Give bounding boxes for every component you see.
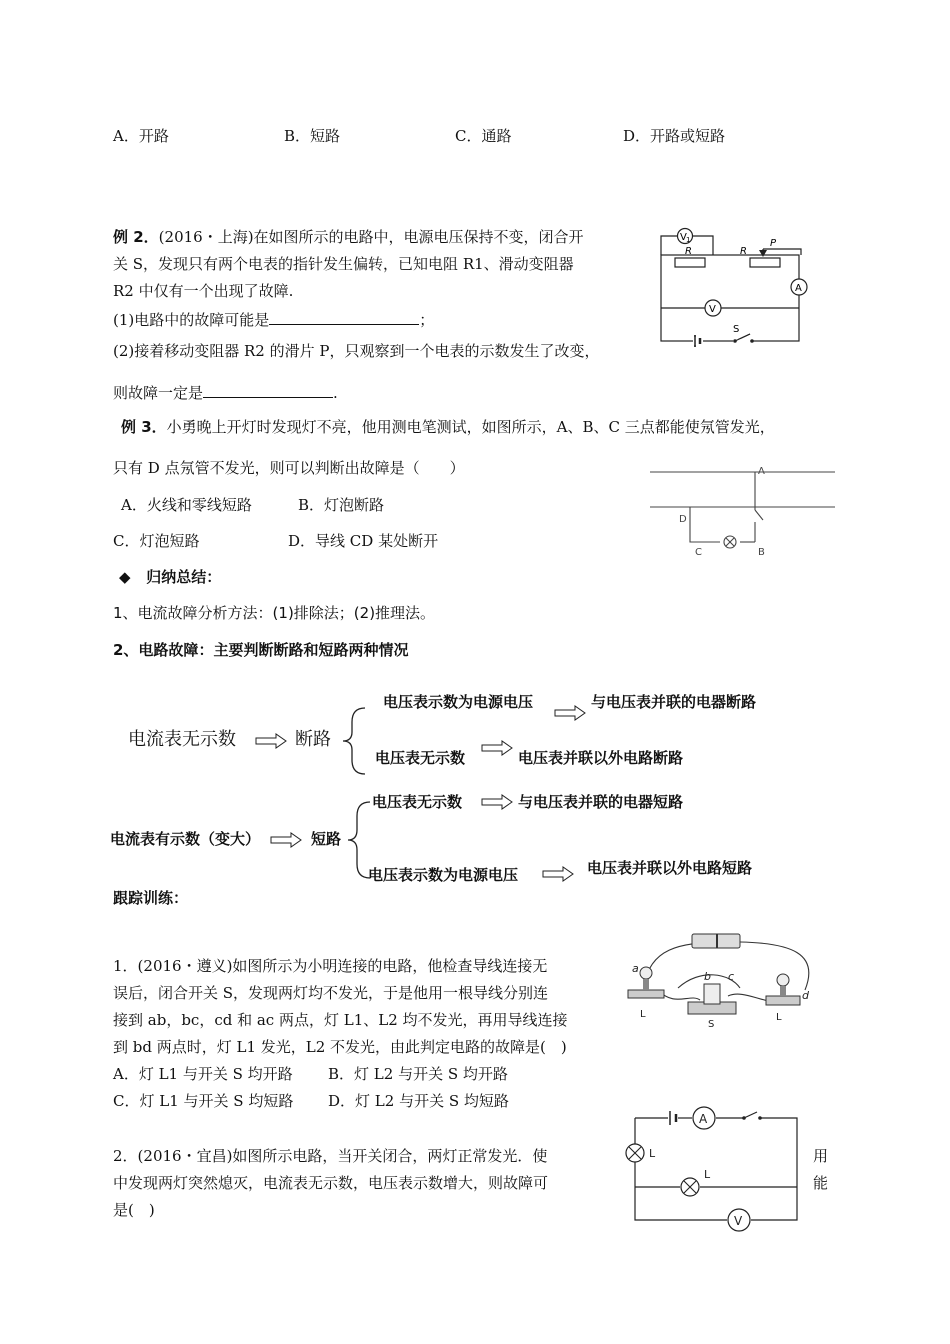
practice-1-option-d: D．灯 L2 与开关 S 均短路: [328, 1092, 509, 1110]
arrow-b-top: [482, 795, 512, 809]
brace-b: [348, 802, 370, 878]
brace-a: [343, 708, 365, 774]
l2-label: L: [704, 1168, 711, 1181]
flow-a-source: 电流表无示数: [128, 729, 236, 750]
r2-label: R: [740, 246, 747, 257]
example-2-question-2: (2)接着移动变阻器 R2 的滑片 P，只观察到一个电表的示数发生了改变，: [113, 342, 600, 360]
practice-2-line-3: 是( ): [113, 1201, 155, 1219]
lamp-l2-icon: [777, 974, 789, 986]
flow-b-bottom-result: 电压表并联以外电路短路: [587, 859, 753, 877]
summary-item-2: 2、电路故障：主要判断断路和短路两种情况: [113, 641, 409, 659]
point-d-label: D: [679, 514, 687, 525]
flow-a-top: 电压表示数为电源电压: [383, 693, 534, 711]
arrow-a-bottom: [482, 741, 512, 755]
practice-2-line-2: 中发现两灯突然熄灭，电流表无示数，电压表示数增大，则故障可: [113, 1174, 549, 1192]
arrow-a-main: [256, 734, 286, 748]
lamp-l2-base: [766, 996, 800, 1005]
s-label: S: [708, 1019, 715, 1030]
diamond-bullet-icon: ◆: [119, 568, 131, 586]
v-label: V: [709, 304, 716, 315]
example-3-label: 例 3．: [121, 418, 167, 436]
flow-b-source: 电流表有示数（变大）: [110, 830, 261, 848]
point-a-label: A: [758, 466, 765, 477]
a-label: A: [795, 283, 802, 294]
lamp-l1-icon: [640, 967, 652, 979]
l1-label: L: [649, 1147, 656, 1160]
practice-1-option-b: B．灯 L2 与开关 S 均开路: [328, 1065, 508, 1083]
practice-title: 跟踪训练：: [113, 889, 189, 907]
practice-1-circuit-photo: [620, 928, 835, 1048]
practice-1-line-1: 1．(2016・遵义)如图所示为小明连接的电路，他检查导线连接无: [113, 957, 548, 975]
arrow-b-bottom: [543, 867, 573, 881]
switch-icon: [704, 984, 720, 1004]
point-b-label: b: [704, 970, 711, 983]
example-3-text-1: 小勇晚上开灯时发现灯不亮，他用测电笔测试，如图所示，A、B、C 三点都能使氖管发光，: [166, 418, 775, 436]
v-label: V: [734, 1214, 743, 1228]
example-2-text-1: (2016・上海)在如图所示的电路中，电源电压保持不变，闭合开: [158, 228, 584, 246]
point-c-label: C: [695, 547, 702, 558]
option-d: D．开路或短路: [623, 127, 726, 145]
example-3-line-2: 只有 D 点氖管不发光，则可以判断出故障是（ ）: [113, 459, 465, 477]
flow-a-top-result: 与电压表并联的电器断路: [591, 693, 757, 711]
arrow-a-top: [555, 706, 585, 720]
question-1-end: ；: [419, 311, 435, 329]
practice-1-option-a: A．灯 L1 与开关 S 均开路: [113, 1065, 293, 1083]
flow-b-bottom: 电压表示数为电源电压: [368, 866, 519, 884]
practice-1-line-3: 接到 ab，bc，cd 和 ac 两点，灯 L1、L2 均不发光，再用导线连接: [113, 1011, 568, 1029]
point-c-label: c: [728, 970, 735, 983]
flow-b-top: 电压表无示数: [372, 793, 463, 811]
practice-1-line-2: 误后，闭合开关 S，发现两灯均不发光，于是他用一根导线分别连: [113, 984, 549, 1002]
question-1-text: (1)电路中的故障可能是: [113, 311, 270, 329]
s-label: S: [733, 324, 740, 335]
practice-2-line-1: 2．(2016・宜昌)如图所示电路，当开关闭合，两灯正常发光．使: [113, 1147, 548, 1165]
flow-a-middle: 断路: [295, 729, 331, 750]
example-3-option-c: C．灯泡短路: [113, 532, 200, 550]
example-3-option-b: B．灯泡断路: [298, 496, 385, 514]
example-2-line-2: 关 S，发现只有两个电表的指针发生偏转，已知电阻 R1、滑动变阻器: [113, 255, 574, 273]
flow-b-middle: 短路: [311, 830, 342, 848]
practice-2-circuit-diagram: [620, 1105, 805, 1235]
v1-label: V: [680, 232, 687, 243]
v1-subscript: 1: [686, 236, 691, 244]
point-b-label: B: [758, 547, 765, 558]
question-2b-end: .: [333, 384, 338, 402]
practice-1-option-c: C．灯 L1 与开关 S 均短路: [113, 1092, 294, 1110]
example-2-label: 例 2．: [113, 228, 159, 246]
flow-a-bottom-result: 电压表并联以外电路断路: [518, 749, 684, 767]
r1-label: R: [685, 246, 692, 257]
example-3-option-a: A．火线和零线短路: [121, 496, 252, 514]
option-b: B．短路: [284, 127, 341, 145]
practice-2-line-1-tail: 用: [813, 1147, 829, 1165]
option-c: C．通路: [455, 127, 512, 145]
example-2-line-3: R2 中仅有一个出现了故障.: [113, 282, 294, 300]
flow-a-bottom: 电压表无示数: [375, 749, 466, 767]
l2-label: L: [776, 1012, 782, 1023]
flow-b-top-result: 与电压表并联的电器短路: [518, 793, 684, 811]
a-label: A: [699, 1112, 708, 1126]
arrow-b-main: [271, 833, 301, 847]
l1-label: L: [640, 1009, 646, 1020]
example-3-option-d: D．导线 CD 某处断开: [288, 532, 439, 550]
point-a-label: a: [632, 962, 639, 975]
lamp-l1-base: [628, 990, 664, 998]
option-a: A．开路: [113, 127, 169, 145]
summary-item-1: 1、电流故障分析方法：(1)排除法；(2)推理法。: [113, 604, 436, 622]
summary-title: 归纳总结：: [146, 568, 222, 586]
point-d-label: d: [802, 989, 809, 1002]
p-label: P: [770, 238, 777, 249]
question-2b-text: 则故障一定是: [113, 384, 204, 402]
practice-1-line-4: 到 bd 两点时，灯 L1 发光，L2 不发光，由此判定电路的故障是( ): [113, 1038, 567, 1056]
practice-2-line-2-tail: 能: [813, 1174, 829, 1192]
